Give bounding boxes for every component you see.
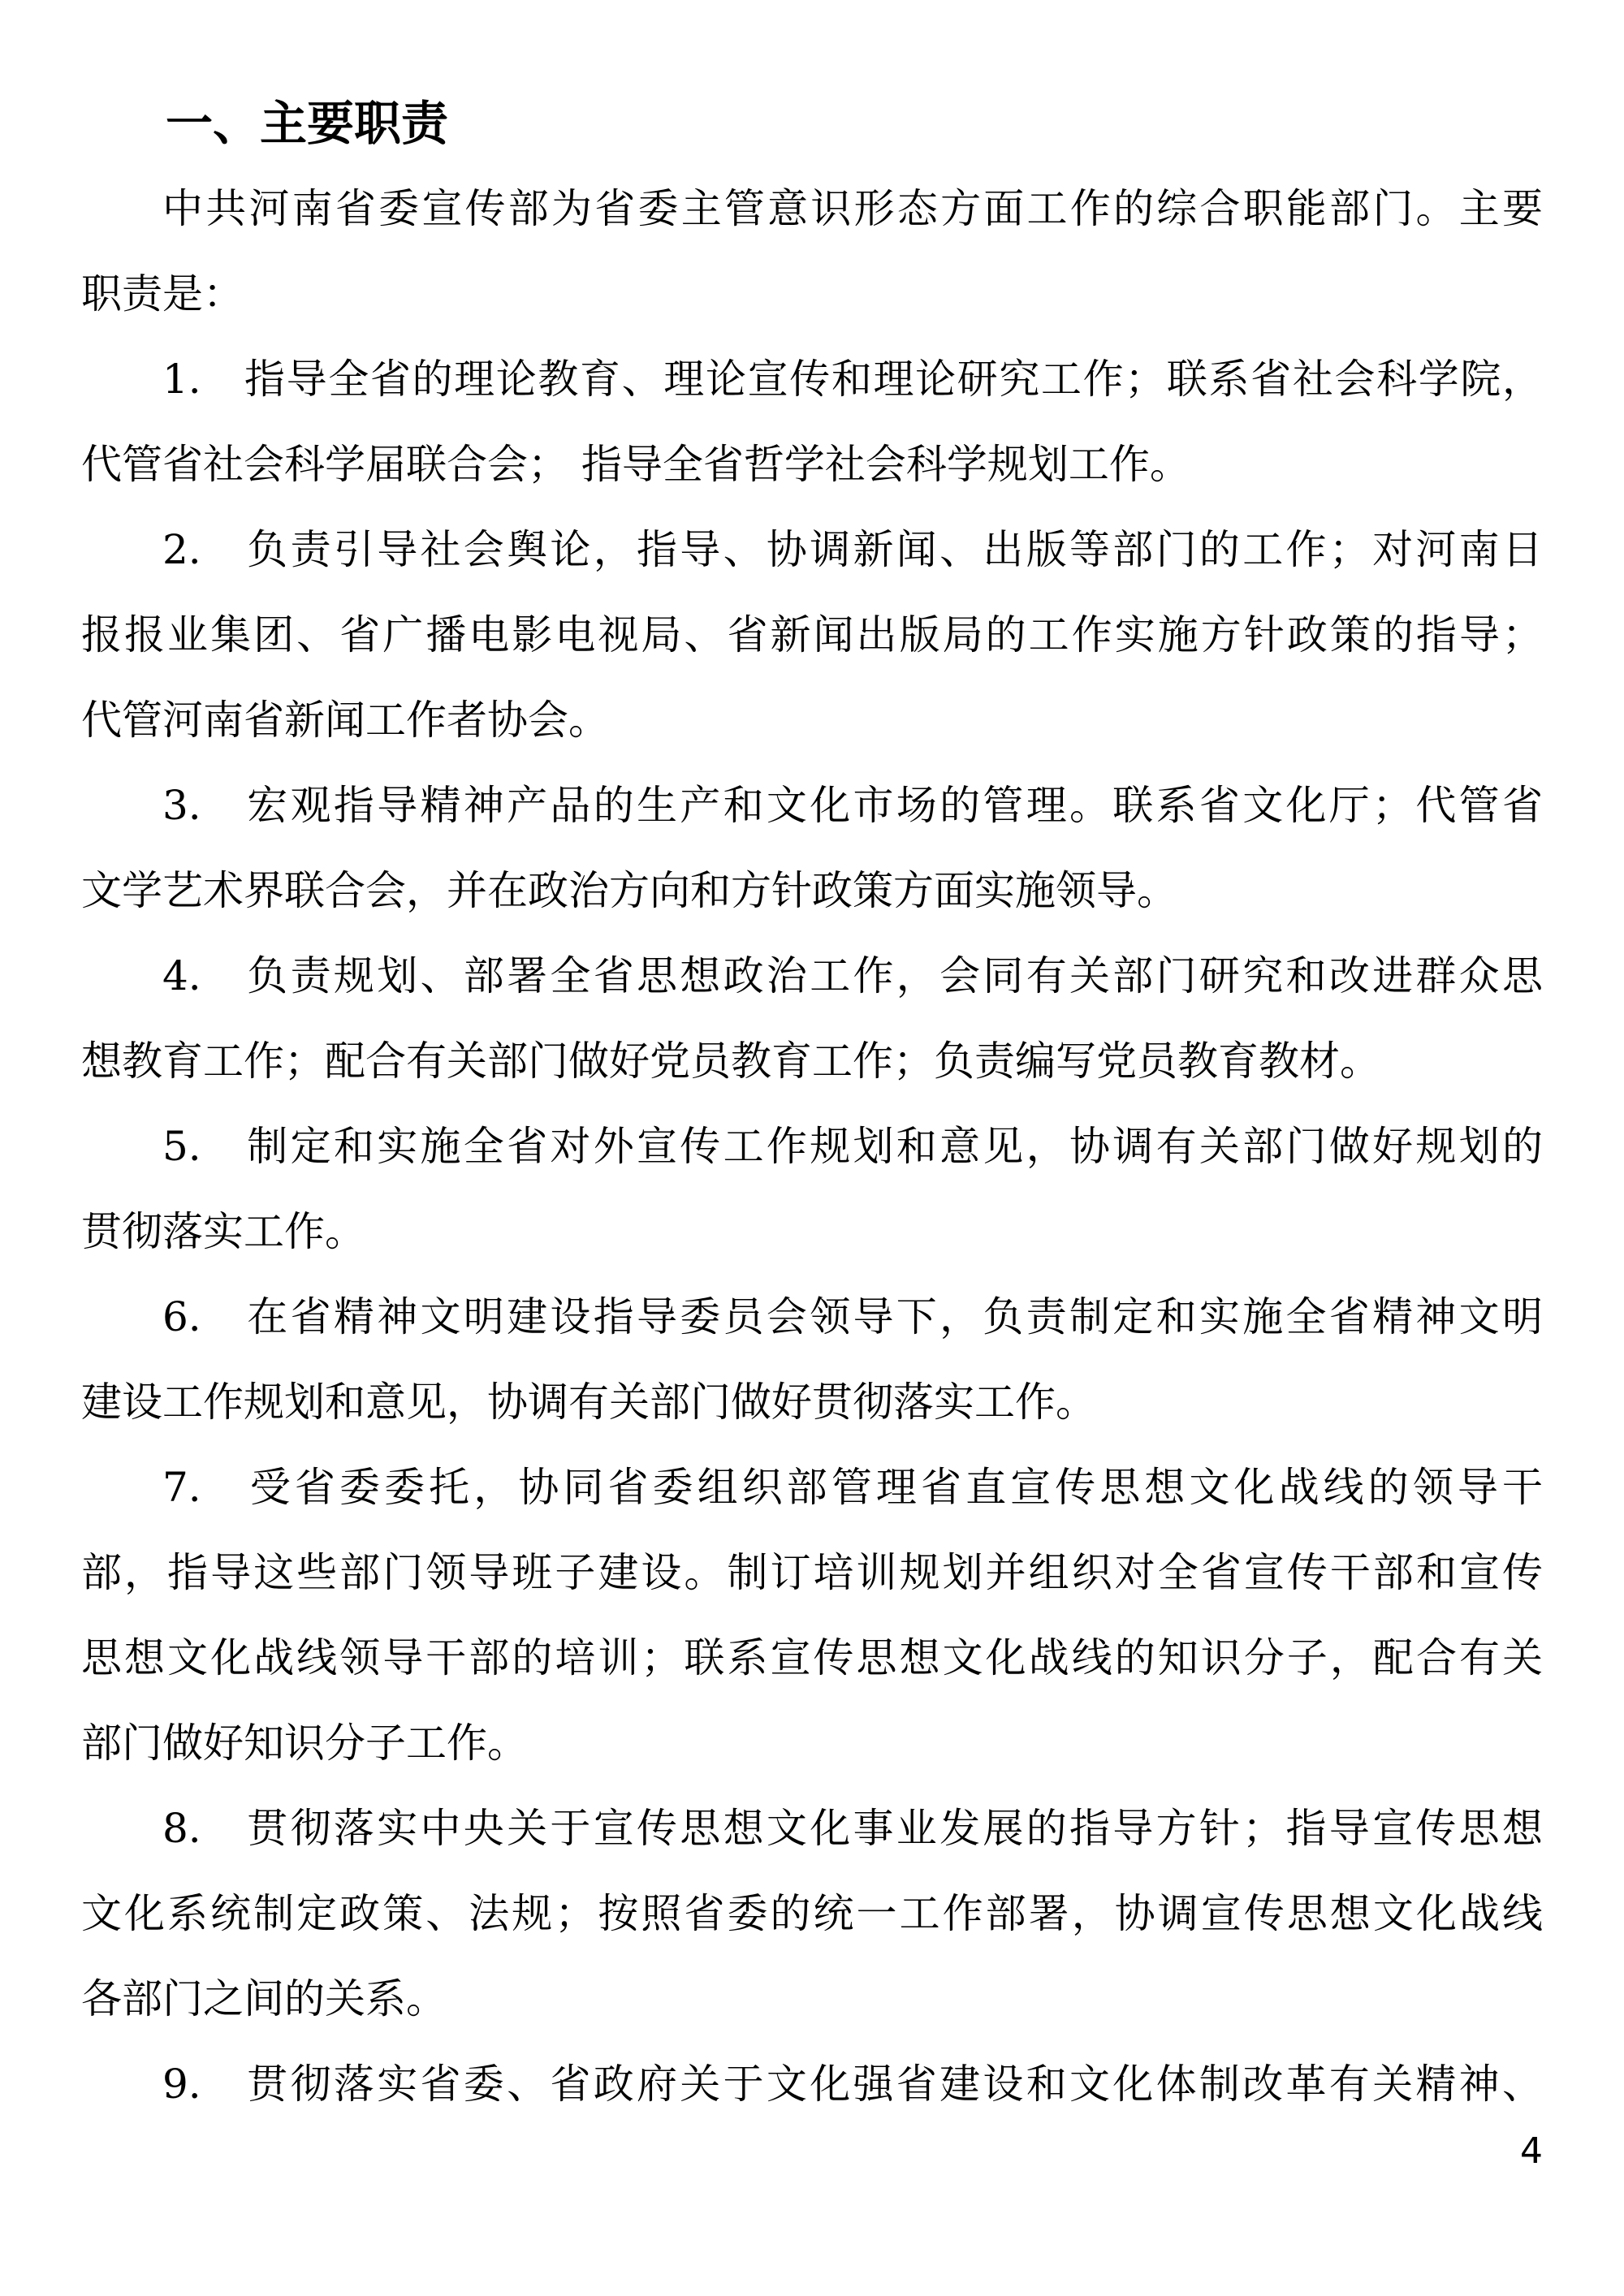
item-3-line-1: 3. 宏观指导精神产品的生产和文化市场的管理。联系省文化厅；代管省 <box>162 782 1543 829</box>
intro-line-2: 职责是： <box>81 270 244 317</box>
item-2-line-2: 报报业集团、省广播电影电视局、省新闻出版局的工作实施方针政策的指导； <box>81 611 1543 658</box>
item-3-line-2: 文学艺术界联合会，并在政治方向和方针政策方面实施领导。 <box>81 867 1177 914</box>
page-number: 4 <box>1520 2130 1543 2172</box>
item-8-line-3: 各部门之间的关系。 <box>81 1975 447 2022</box>
item-2-line-3: 代管河南省新闻工作者协会。 <box>81 697 609 744</box>
item-6-line-1: 6. 在省精神文明建设指导委员会领导下，负责制定和实施全省精神文明 <box>162 1293 1543 1340</box>
item-8-line-1: 8. 贯彻落实中央关于宣传思想文化事业发展的指导方针；指导宣传思想 <box>162 1805 1543 1852</box>
item-7-line-2: 部，指导这些部门领导班子建设。制订培训规划并组织对全省宣传干部和宣传 <box>81 1549 1543 1596</box>
item-7-line-1: 7. 受省委委托，协同省委组织部管理省直宣传思想文化战线的领导干 <box>162 1464 1543 1511</box>
item-7-line-3: 思想文化战线领导干部的培训；联系宣传思想文化战线的知识分子，配合有关 <box>81 1634 1543 1681</box>
item-4-line-1: 4. 负责规划、部署全省思想政治工作，会同有关部门研究和改进群众思 <box>162 952 1543 999</box>
item-7-line-4: 部门做好知识分子工作。 <box>81 1720 528 1767</box>
item-8-line-2: 文化系统制定政策、法规；按照省委的统一工作部署，协调宣传思想文化战线 <box>81 1890 1543 1937</box>
item-1-line-2: 代管省社会科学届联合会； 指导全省哲学社会科学规划工作。 <box>81 441 1190 488</box>
intro-line-1: 中共河南省委宣传部为省委主管意识形态方面工作的综合职能部门。主要 <box>162 185 1543 232</box>
item-4-line-2: 想教育工作；配合有关部门做好党员教育工作；负责编写党员教育教材。 <box>81 1038 1380 1085</box>
item-6-line-2: 建设工作规划和意见，协调有关部门做好贯彻落实工作。 <box>81 1379 1096 1426</box>
item-2-line-1: 2. 负责引导社会舆论，指导、协调新闻、出版等部门的工作；对河南日 <box>162 526 1543 573</box>
section-heading: 一、主要职责 <box>166 96 449 151</box>
item-5-line-2: 贯彻落实工作。 <box>81 1208 365 1255</box>
item-9-line-1: 9. 贯彻落实省委、省政府关于文化强省建设和文化体制改革有关精神、 <box>162 2061 1543 2108</box>
item-1-line-1: 1. 指导全省的理论教育、理论宣传和理论研究工作；联系省社会科学院， <box>162 356 1543 403</box>
item-5-line-1: 5. 制定和实施全省对外宣传工作规划和意见，协调有关部门做好规划的 <box>162 1123 1543 1170</box>
